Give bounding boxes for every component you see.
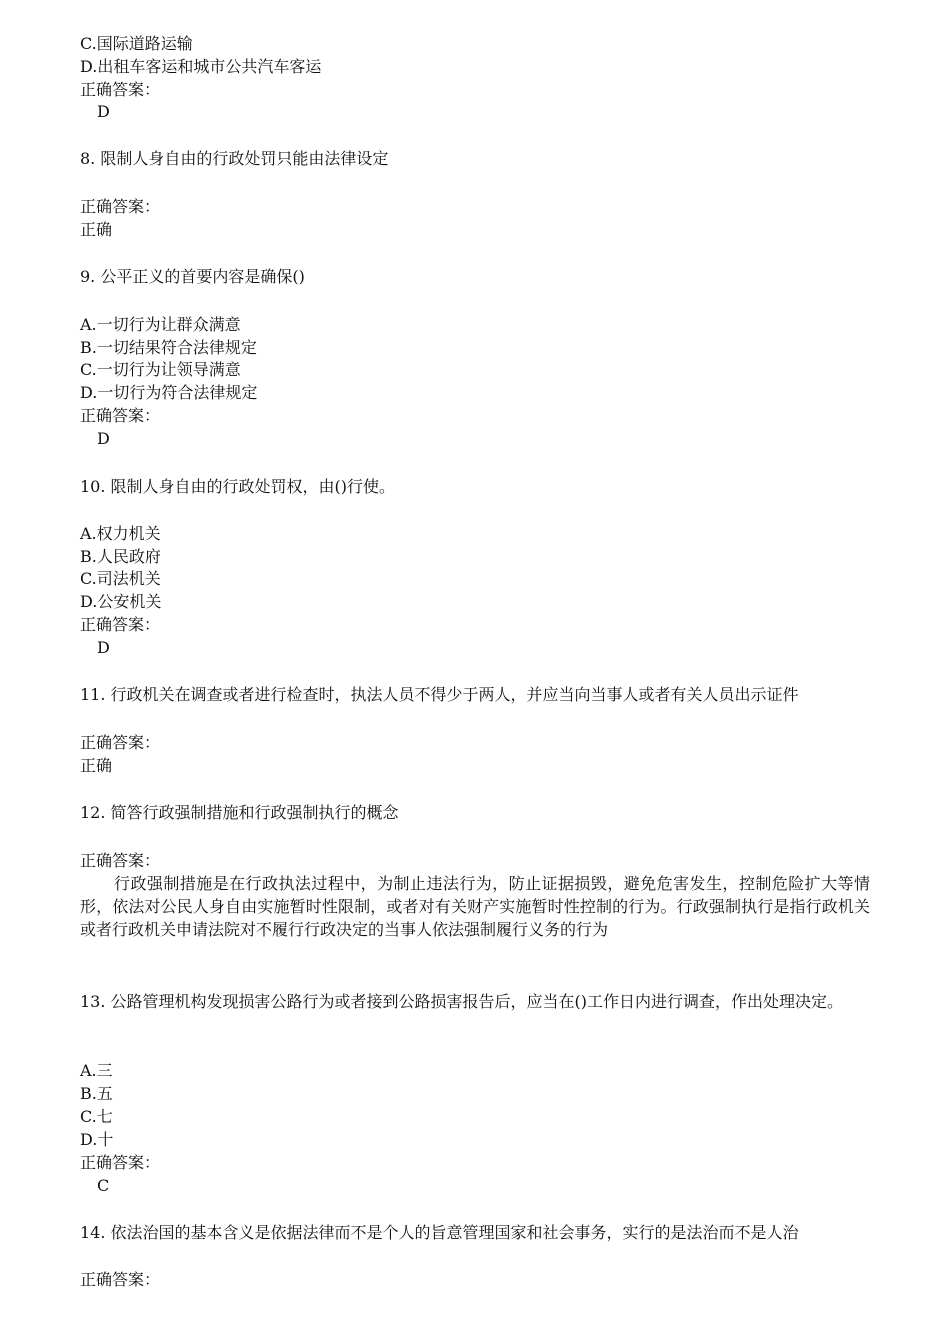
q12-answer-label: 正确答案： xyxy=(80,851,161,870)
q13-answer: C xyxy=(97,1176,110,1195)
q10-option-a: A.权力机关 xyxy=(80,524,161,543)
q7-option-c: C.国际道路运输 xyxy=(80,34,193,53)
q12-answer-paragraph: 行政强制措施是在行政执法过程中，为制止违法行为，防止证据损毁，避免危害发生，控制危险扩大等情形，依法对公民人身自由实施暂时性限制，或者对有关财产实施暂时性控制的行为。行政强制执行是指行政机关或者行政机关申请法院对不履行行政决定的当事人依法强制履行义务的行为 xyxy=(80,874,870,939)
q9-option-a: A.一切行为让群众满意 xyxy=(80,315,241,334)
q9-question: 9. 公平正义的首要内容是确保() xyxy=(80,267,305,286)
q14-question: 14. 依法治国的基本含义是依据法律而不是个人的旨意管理国家和社会事务，实行的是法治而不是人治 xyxy=(80,1223,799,1242)
q13-option-d: D.十 xyxy=(80,1130,114,1149)
q13-option-a: A.三 xyxy=(80,1061,113,1080)
q9-option-d: D.一切行为符合法律规定 xyxy=(80,383,258,402)
q10-option-d: D.公安机关 xyxy=(80,592,162,611)
q7-option-d: D.出租车客运和城市公共汽车客运 xyxy=(80,57,322,76)
q7-answer-label: 正确答案： xyxy=(80,80,161,99)
q11-answer-label: 正确答案： xyxy=(80,733,161,752)
q10-answer: D xyxy=(97,638,110,657)
q13-question: 13. 公路管理机构发现损害公路行为或者接到公路损害报告后，应当在()工作日内进行调查，作出处理决定。 xyxy=(80,992,844,1011)
q10-option-c: C.司法机关 xyxy=(80,569,161,588)
q9-option-c: C.一切行为让领导满意 xyxy=(80,360,241,379)
q9-option-b: B.一切结果符合法律规定 xyxy=(80,338,257,357)
q10-option-b: B.人民政府 xyxy=(80,547,161,566)
q8-answer: 正确 xyxy=(80,220,113,239)
q14-answer-label: 正确答案： xyxy=(80,1270,161,1289)
q11-question: 11. 行政机关在调查或者进行检查时，执法人员不得少于两人，并应当向当事人或者有关人员出示证件 xyxy=(80,685,799,704)
q13-option-c: C.七 xyxy=(80,1107,113,1126)
q8-question: 8. 限制人身自由的行政处罚只能由法律设定 xyxy=(80,149,389,168)
q8-answer-label: 正确答案： xyxy=(80,197,161,216)
q9-answer: D xyxy=(97,429,110,448)
q13-option-b: B.五 xyxy=(80,1084,113,1103)
q10-answer-label: 正确答案： xyxy=(80,615,161,634)
q9-answer-label: 正确答案： xyxy=(80,406,161,425)
q12-question: 12. 简答行政强制措施和行政强制执行的概念 xyxy=(80,803,399,822)
q11-answer: 正确 xyxy=(80,756,113,775)
q7-answer: D xyxy=(97,102,110,121)
q10-question: 10. 限制人身自由的行政处罚权，由()行使。 xyxy=(80,477,396,496)
q13-answer-label: 正确答案： xyxy=(80,1153,161,1172)
